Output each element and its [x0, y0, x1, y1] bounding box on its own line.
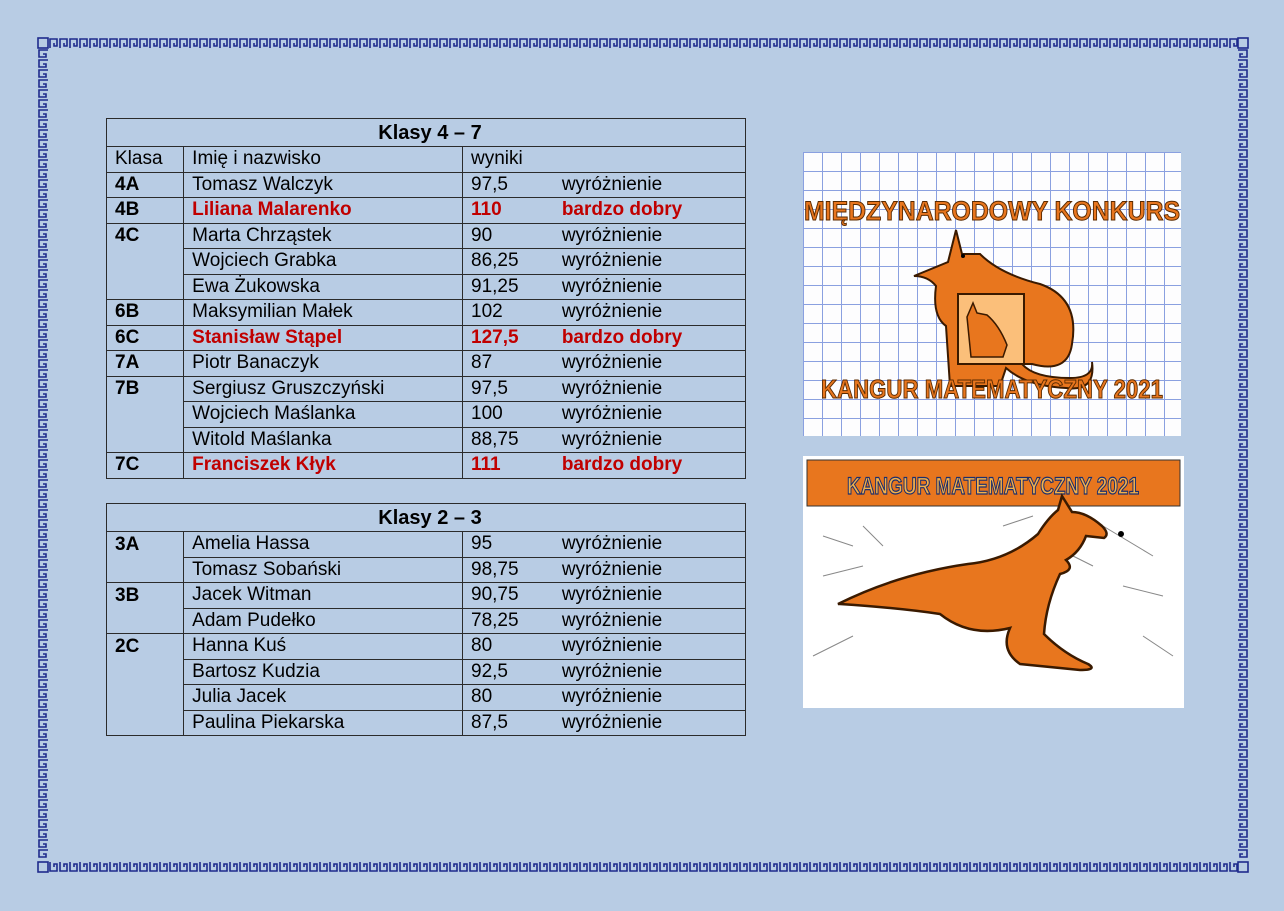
class-cell: 7B: [107, 376, 184, 402]
table-row: [107, 634, 746, 660]
student-name-cell: Wojciech Grabka: [184, 249, 463, 275]
score-cell: 87: [463, 351, 562, 377]
award-cell: wyróżnienie: [562, 249, 746, 275]
student-name-cell: Stanisław Stąpel: [184, 325, 463, 351]
student-name-cell: Hanna Kuś: [184, 634, 463, 660]
class-cell: 4C: [107, 223, 184, 249]
score-cell: 98,75: [463, 557, 562, 583]
student-name-cell: Franciszek Kłyk: [184, 453, 463, 479]
score-cell: 86,25: [463, 249, 562, 275]
award-cell: wyróżnienie: [562, 427, 746, 453]
table-row: [107, 583, 746, 609]
table-row: [107, 223, 746, 249]
class-cell: [107, 274, 184, 300]
kangur-contest-logo: [803, 152, 1181, 436]
score-cell: 78,25: [463, 608, 562, 634]
score-cell: 110: [463, 198, 562, 224]
class-cell: [107, 249, 184, 275]
table-title: Klasy 4 – 7: [107, 119, 746, 147]
border-corner: [38, 862, 48, 872]
award-cell: wyróżnienie: [562, 659, 746, 685]
table-row: [107, 402, 746, 428]
class-cell: [107, 685, 184, 711]
table-row: [107, 532, 746, 558]
award-cell: wyróżnienie: [562, 583, 746, 609]
student-name-cell: Liliana Malarenko: [184, 198, 463, 224]
student-name-cell: Sergiusz Gruszczyński: [184, 376, 463, 402]
table-row: [107, 453, 746, 479]
score-cell: 90,75: [463, 583, 562, 609]
border-corner: [1238, 862, 1248, 872]
score-cell: 95: [463, 532, 562, 558]
class-cell: 2C: [107, 634, 184, 660]
student-name-cell: Jacek Witman: [184, 583, 463, 609]
score-cell: 127,5: [463, 325, 562, 351]
score-cell: 80: [463, 685, 562, 711]
column-header-award: [562, 147, 746, 173]
score-cell: 88,75: [463, 427, 562, 453]
class-cell: 3B: [107, 583, 184, 609]
class-cell: [107, 427, 184, 453]
student-name-cell: Piotr Banaczyk: [184, 351, 463, 377]
award-cell: wyróżnienie: [562, 685, 746, 711]
student-name-cell: Maksymilian Małek: [184, 300, 463, 326]
table-row: [107, 608, 746, 634]
student-name-cell: Tomasz Walczyk: [184, 172, 463, 198]
score-cell: 80: [463, 634, 562, 660]
table-row: [107, 300, 746, 326]
class-cell: 7C: [107, 453, 184, 479]
award-cell: bardzo dobry: [562, 453, 746, 479]
award-cell: wyróżnienie: [562, 634, 746, 660]
table-row: [107, 249, 746, 275]
award-cell: wyróżnienie: [562, 532, 746, 558]
table-row: [107, 659, 746, 685]
class-cell: 7A: [107, 351, 184, 377]
award-cell: bardzo dobry: [562, 325, 746, 351]
student-name-cell: Marta Chrząstek: [184, 223, 463, 249]
results-table-grades-4-7: [106, 118, 746, 479]
award-cell: wyróżnienie: [562, 608, 746, 634]
class-cell: 4A: [107, 172, 184, 198]
student-name-cell: Adam Pudełko: [184, 608, 463, 634]
student-name-cell: Tomasz Sobański: [184, 557, 463, 583]
class-cell: [107, 402, 184, 428]
score-cell: 111: [463, 453, 562, 479]
score-cell: 97,5: [463, 376, 562, 402]
table-row: [107, 710, 746, 736]
award-cell: wyróżnienie: [562, 376, 746, 402]
table-row: [107, 172, 746, 198]
student-name-cell: Amelia Hassa: [184, 532, 463, 558]
table-row: [107, 351, 746, 377]
border-corner: [38, 38, 48, 48]
table-row: [107, 557, 746, 583]
logo-subheading-text: KANGUR MATEMATYCZNY 2021: [821, 374, 1163, 404]
score-cell: 92,5: [463, 659, 562, 685]
class-cell: 6B: [107, 300, 184, 326]
student-name-cell: Witold Maślanka: [184, 427, 463, 453]
award-cell: bardzo dobry: [562, 198, 746, 224]
student-name-cell: Julia Jacek: [184, 685, 463, 711]
award-cell: wyróżnienie: [562, 557, 746, 583]
table-row: [107, 325, 746, 351]
class-cell: [107, 557, 184, 583]
award-cell: wyróżnienie: [562, 300, 746, 326]
kangur-kangaroo-illustration: [803, 456, 1184, 708]
score-cell: 91,25: [463, 274, 562, 300]
score-cell: 100: [463, 402, 562, 428]
table-row: [107, 274, 746, 300]
student-name-cell: Paulina Piekarska: [184, 710, 463, 736]
border-corner: [1238, 38, 1248, 48]
student-name-cell: Wojciech Maślanka: [184, 402, 463, 428]
table-title: Klasy 2 – 3: [107, 504, 746, 532]
class-cell: 6C: [107, 325, 184, 351]
column-header-name: Imię i nazwisko: [184, 147, 463, 173]
score-cell: 87,5: [463, 710, 562, 736]
table-row: [107, 376, 746, 402]
award-cell: wyróżnienie: [562, 223, 746, 249]
table-row: [107, 685, 746, 711]
student-name-cell: Ewa Żukowska: [184, 274, 463, 300]
class-cell: [107, 710, 184, 736]
column-header-score: wyniki: [463, 147, 562, 173]
score-cell: 102: [463, 300, 562, 326]
student-name-cell: Bartosz Kudzia: [184, 659, 463, 685]
award-cell: wyróżnienie: [562, 402, 746, 428]
award-cell: wyróżnienie: [562, 351, 746, 377]
class-cell: 3A: [107, 532, 184, 558]
award-cell: wyróżnienie: [562, 172, 746, 198]
table-row: [107, 427, 746, 453]
class-cell: [107, 659, 184, 685]
class-cell: 4B: [107, 198, 184, 224]
award-cell: wyróżnienie: [562, 710, 746, 736]
award-cell: wyróżnienie: [562, 274, 746, 300]
score-cell: 90: [463, 223, 562, 249]
table-row: [107, 198, 746, 224]
results-table-grades-2-3: [106, 503, 746, 736]
logo-heading-text: MIĘDZYNARODOWY KONKURS: [804, 196, 1180, 226]
column-header-class: Klasa: [107, 147, 184, 173]
kangaroo-icon: [914, 230, 1092, 388]
score-cell: 97,5: [463, 172, 562, 198]
illustration-banner-text: KANGUR MATEMATYCZNY 2021: [847, 473, 1139, 500]
class-cell: [107, 608, 184, 634]
